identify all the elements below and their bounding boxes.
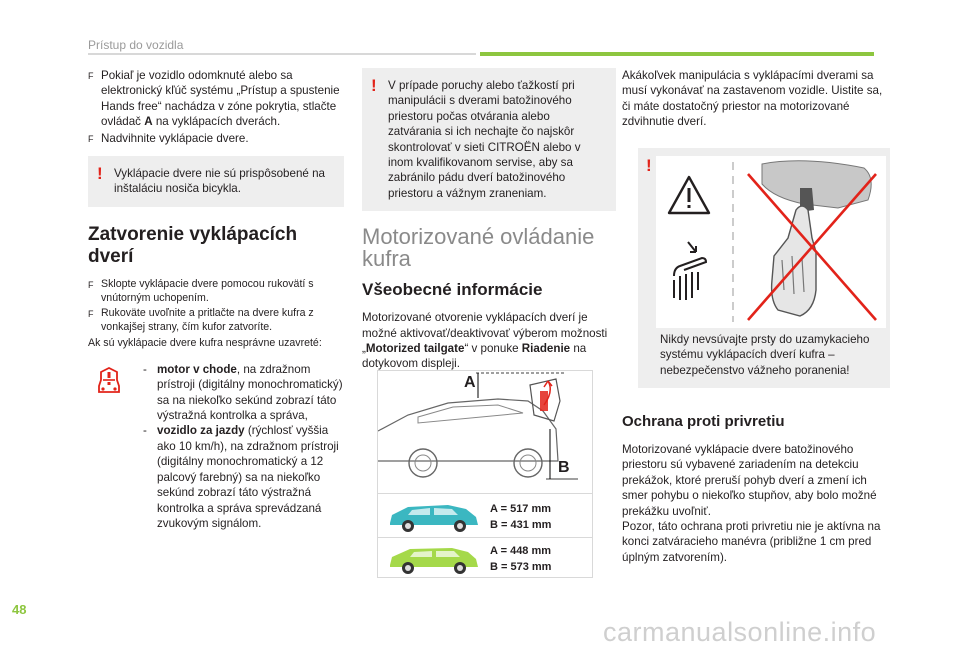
column-right [622, 68, 887, 130]
paragraph-improper-close: Ak sú vyklápacie dvere kufra nesprávne uzavreté: [88, 336, 322, 349]
bullet-icon: F [88, 133, 94, 144]
paragraph-anti-pinch: Motorizované vyklápacie dvere batožinového priestoru sú vybavené zariadením na detekciu prekážok, ktoré preruší pohyb dverí a zmení ich smer pohybu o niekoľko stupňov, aby bolo možné prekážku uvoľniť. Pozor, táto ochrana proti privretiu nie je aktívna na konci zatváracieho manévra (približne 1 cm pred úplným zatvorením). [622, 443, 881, 564]
tailgate-lock-illustration [744, 160, 882, 324]
bullet-icon: F [88, 309, 94, 320]
heading-general-info: Všeobecné informácie [362, 280, 543, 300]
warning-text-fingers: Nikdy nevsúvajte prsty do uzamykacieho systému vyklápacích dverí kufra – nebezpečenstvo vážneho poranenia! [660, 333, 870, 377]
alert-list [88, 362, 344, 531]
bullet-open: F Pokiaľ je vozidlo odomknuté alebo sa elektronický kľúč systému „Prístup a spustenie Hands free“ nachádza v zóne pokrytia, stlačte ovládač A na vyklápacích dverách. [88, 69, 340, 129]
bullet-lift: F Nadvihnite vyklápacie dvere. [88, 131, 344, 146]
figure-tailgate-dimensions [377, 370, 593, 578]
car-lime-icon [386, 543, 481, 575]
bullet-close-1: F Sklopte vyklápacie dvere pomocou rukovätí s vnútorným uchopením. [88, 277, 314, 305]
alert-item-driving: - vozidlo za jazdy (rýchlosť vyššia ako 10 km/h), na zdražnom prístroji (digitálny monochromatický a 12 palcový farebný) sa na niekoľko sekúnd zobrazí táto výstražná kontrolka a správa sprevádzaná zvukovým signálom. [143, 424, 339, 530]
figure-label-b: B [558, 459, 570, 476]
section-title: Prístup do vozidla [88, 38, 184, 52]
dimension-b-lime: B = 573 mm [490, 561, 552, 573]
header-divider [88, 53, 476, 55]
bullet-close-2: F Rukoväte uvoľnite a pritlačte na dvere kufra z vonkajšej strany, čím kufor zatvoríte. [88, 307, 314, 334]
column-left [88, 68, 344, 531]
hazard-triangle-icon [666, 174, 712, 216]
figure-divider [732, 162, 734, 322]
bullet-icon: F [88, 279, 94, 290]
dimension-a-teal: A = 517 mm [490, 503, 552, 515]
car-teal-icon [386, 501, 481, 533]
warning-exclamation-icon: ! [97, 164, 103, 184]
warning-box-bike: ! Vyklápacie dvere nie sú prispôsobené na inštaláciu nosiča bicykla. [88, 156, 344, 207]
dimension-row-teal [378, 493, 592, 537]
header-accent-bar [480, 52, 874, 56]
warning-exclamation-icon: ! [371, 76, 377, 95]
dimension-a-lime: A = 448 mm [490, 545, 552, 557]
tailgate-warning-icon [92, 364, 126, 398]
dimension-row-lime [378, 537, 592, 577]
anti-pinch-section [622, 413, 892, 565]
paragraph-motorized: Motorizované otvorenie vyklápacích dverí je možné aktivovať/deaktivovať výberom možnosti „Motorized tailgate“ v ponuke Riadenie na dotykovom displeji. [362, 311, 608, 371]
figure-finger-hazard [656, 156, 886, 328]
column-middle [362, 68, 616, 372]
heading-anti-pinch: Ochrana proti privretiu [622, 413, 785, 430]
warning-box-malfunction: ! V prípade poruchy alebo ťažkostí pri manipulácii s dverami batožinového priestoru počas otvárania alebo zatvárania si ich nechajte čo najskôr skontrolovať v sieti CITROËN alebo v inom kvalifikovanom servise, aby sa zabránilo pádu dverí batožinového priestoru a vážnym zraneniam. [362, 68, 616, 211]
watermark: carmanualsonline.info [603, 617, 877, 647]
page-number: 48 [12, 602, 27, 617]
warning-panel-fingers [638, 148, 890, 388]
figure-label-a: A [464, 374, 476, 391]
hand-press-icon [666, 240, 716, 304]
alert-item-engine: - motor v chode, na zdražnom prístroji (digitálny monochromatický) sa na niekoľko sekúnd zobrazí táto výstražná kontrolka a správa, [143, 362, 343, 423]
paragraph-manipulation: Akákoľvek manipulácia s vyklápacími dverami sa musí vykonávať na zastavenom vozidle. Uistite sa, či máte dostatočný priestor na motorizované zdvihnutie dverí. [622, 69, 883, 129]
heading-close: Zatvorenie vyklápacích dverí [88, 223, 298, 267]
bullet-icon: F [88, 71, 94, 81]
dimension-b-teal: B = 431 mm [490, 519, 552, 531]
heading-motorized: Motorizované ovládanie kufra [362, 224, 595, 272]
warning-exclamation-icon: ! [646, 156, 652, 175]
